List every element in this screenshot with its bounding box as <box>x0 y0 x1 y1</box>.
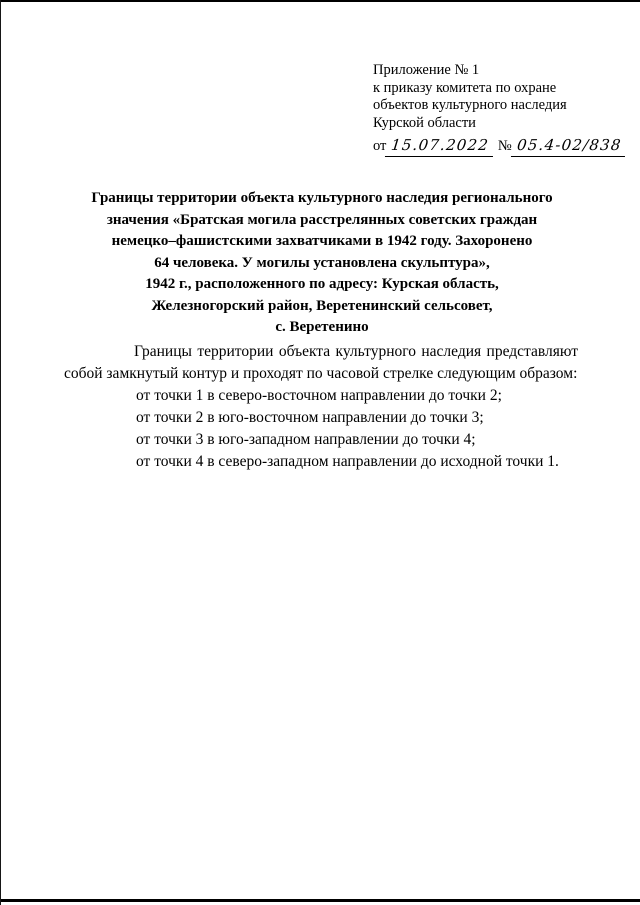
region-line: Курской области <box>373 114 476 131</box>
appendix-header <box>373 62 623 157</box>
boundary-point-line-2: от точки 2 в юго-восточном направлении до точки 3; <box>136 409 484 426</box>
order-date-number-line <box>373 136 623 157</box>
title-line-7: с. Веретенино <box>275 319 369 335</box>
title-line-3: немецко–фашистскими захватчиками в 1942 году. Захоронено <box>111 233 533 249</box>
boundary-point-line-4: от точки 4 в северо-западном направлении до исходной точки 1. <box>136 453 559 470</box>
appendix-number-line: Приложение № 1 <box>373 62 480 78</box>
document-title <box>62 188 582 339</box>
boundary-description-paragraph: Границы территории объекта культурного наследия представляют собой замкнутый контур и проходят по часовой стрелке следующим образом: <box>64 343 578 382</box>
number-sign-label: № <box>497 138 512 154</box>
boundary-point-line-3: от точки 3 в юго-западном направлении до точки 4; <box>136 431 476 448</box>
boundary-point-line-1: от точки 1 в северо-восточном направлении до точки 2; <box>136 387 502 404</box>
order-reference-line-1: к приказу комитета по охране <box>373 79 557 96</box>
scan-edge-top <box>0 0 640 2</box>
order-reference-line-2: объектов культурного наследия <box>373 97 567 113</box>
handwritten-number: 05.4-02/838 <box>511 137 628 157</box>
scan-edge-left <box>0 0 1 905</box>
document-body <box>64 341 578 473</box>
title-line-6: Железногорский район, Веретенинский сельсовет, <box>151 297 493 314</box>
scan-edge-bottom <box>0 899 640 902</box>
title-line-5: 1942 г., расположенного по адресу: Курская область, <box>145 276 499 292</box>
title-line-2: значения «Братская могила расстрелянных советских граждан <box>106 211 538 228</box>
title-line-1: Границы территории объекта культурного наследия регионального <box>91 190 553 206</box>
handwritten-date: 15.07.2022 <box>385 137 495 157</box>
title-line-4: 64 человека. У могилы установлена скульптура», <box>154 254 490 271</box>
date-prefix-label: от <box>373 138 387 154</box>
